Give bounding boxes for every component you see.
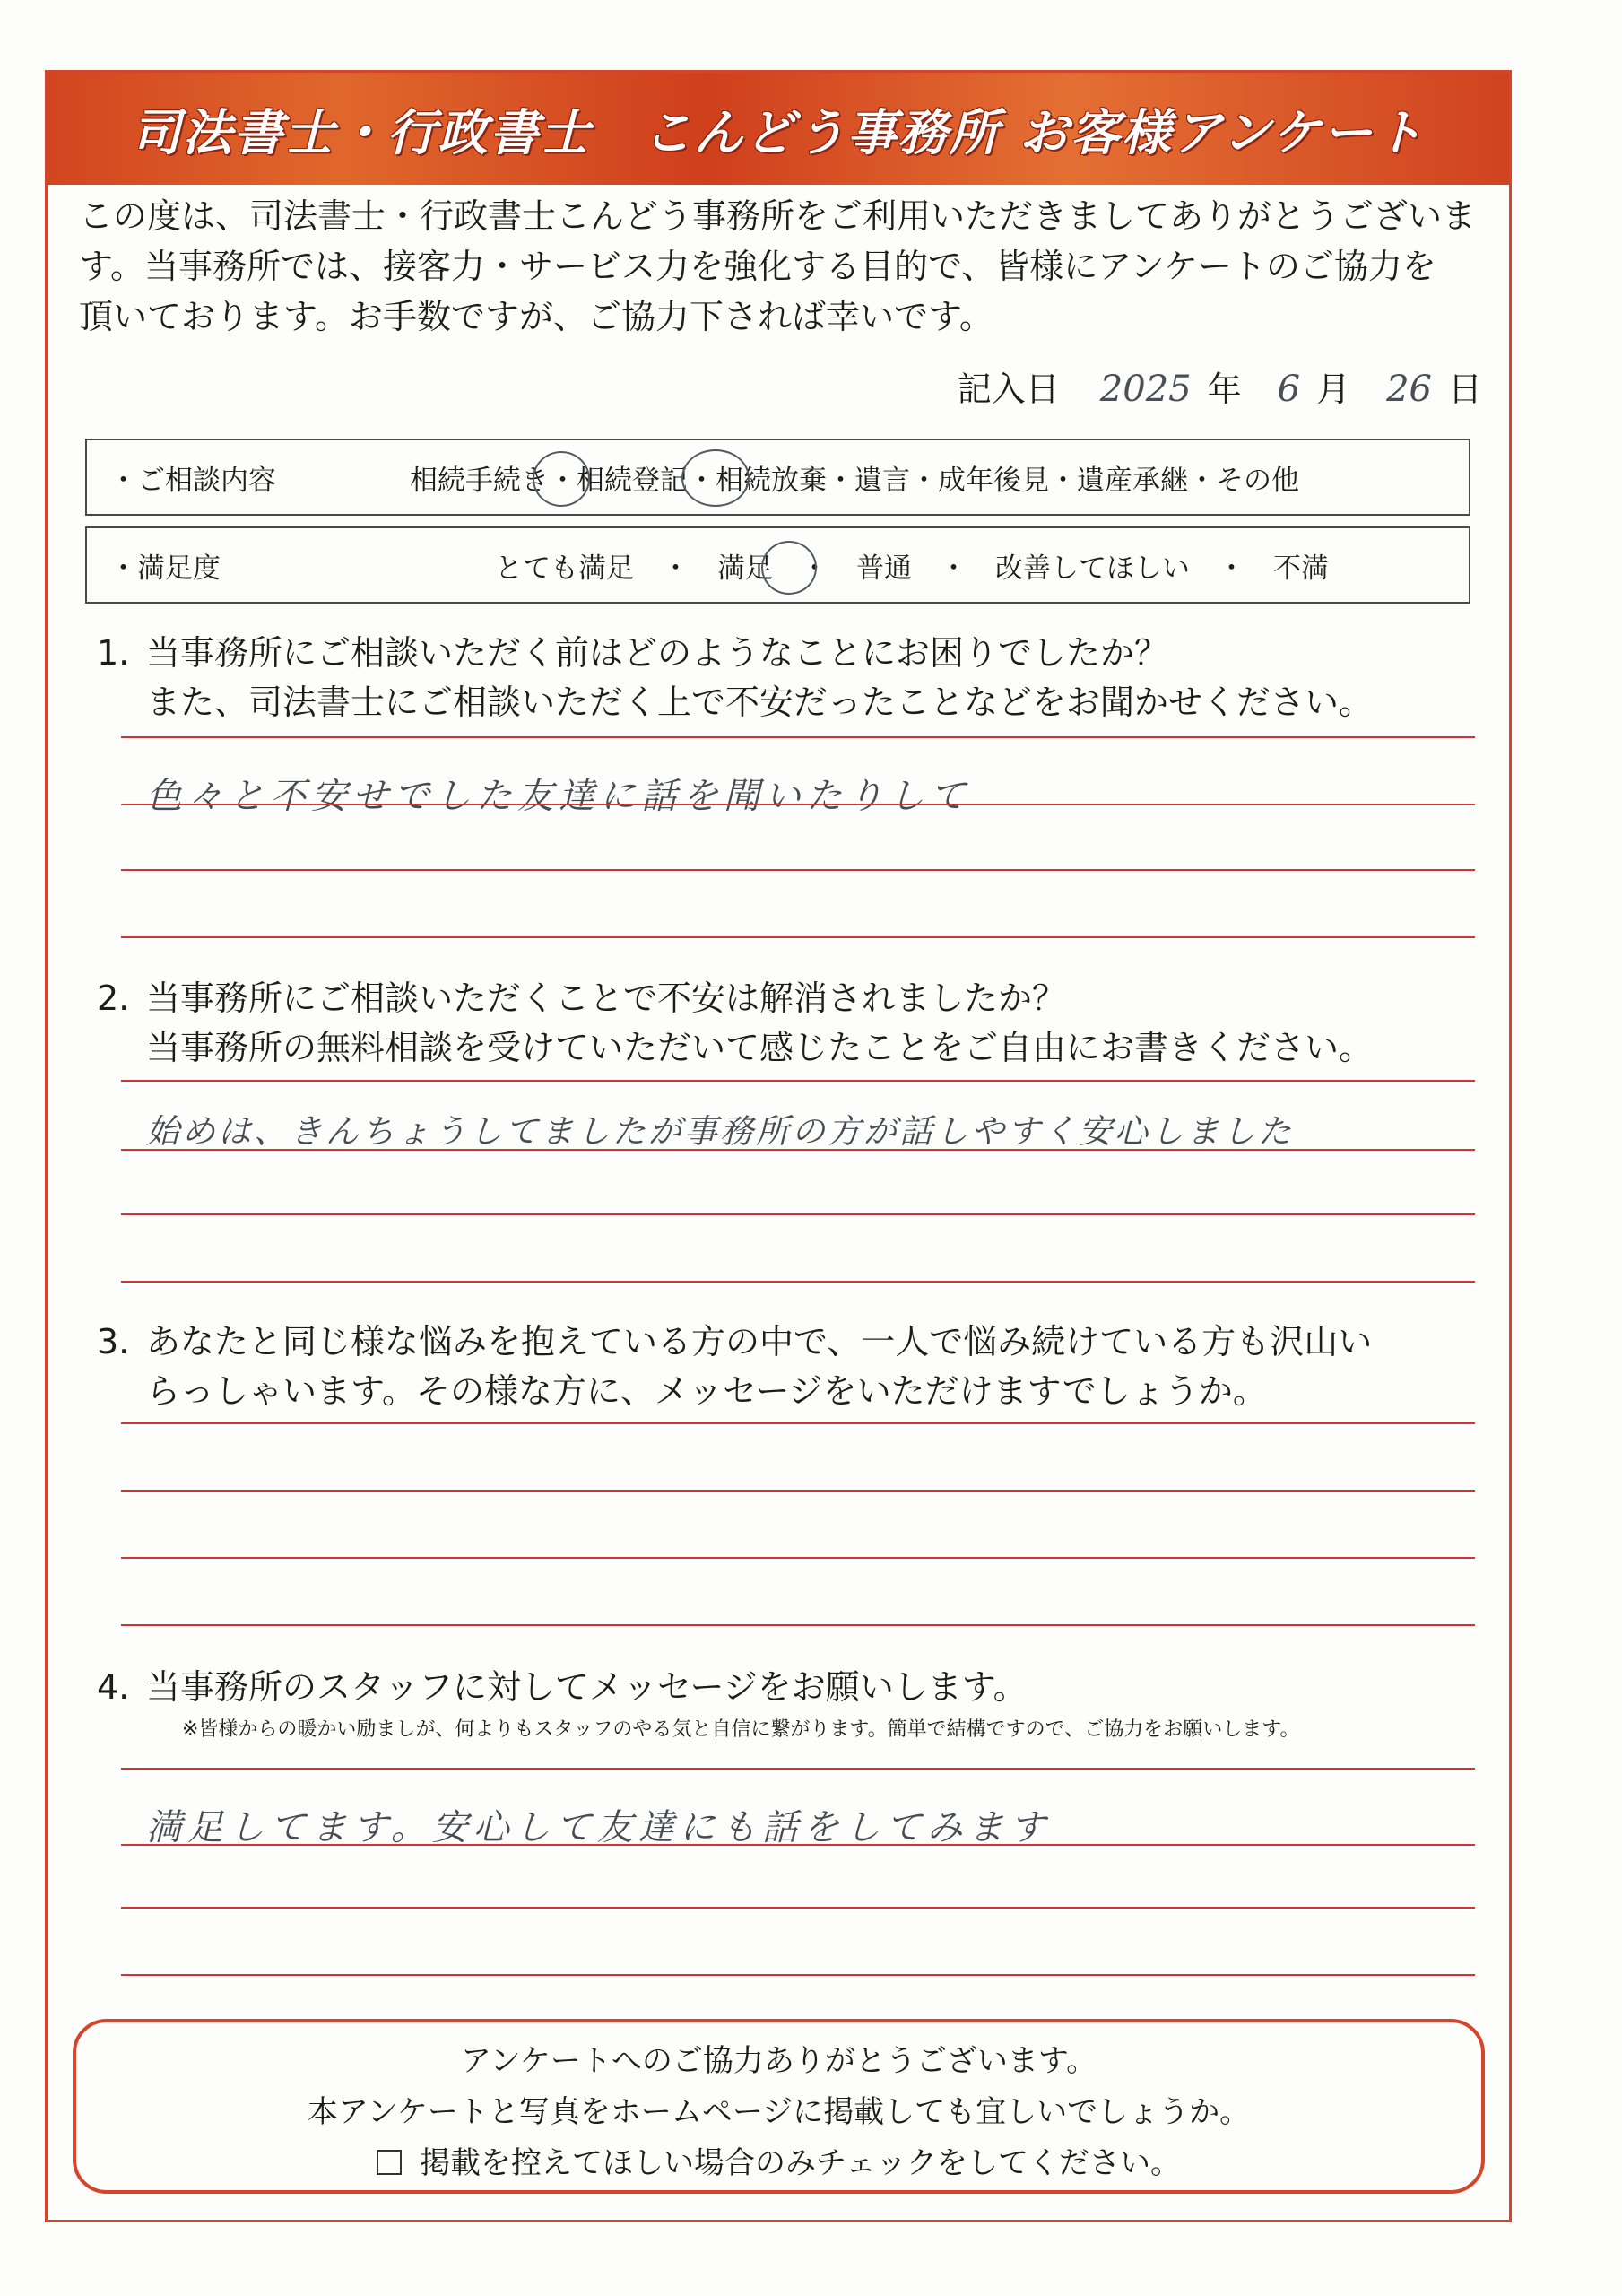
answer-rule [121, 1844, 1475, 1846]
question-number: 3. [97, 1322, 130, 1361]
intro-line: この度は、司法書士・行政書士こんどう事務所をご利用いただきましてありがとうございま [79, 196, 1477, 236]
selection-circle [533, 451, 590, 507]
consent-checkbox[interactable] [377, 2150, 402, 2175]
question-line: らっしゃいます。その様な方に、メッセージをいただけますでしょうか。 [146, 1371, 1267, 1411]
selection-circle [761, 541, 817, 595]
thanks-line: アンケートへのご協力ありがとうございます。 [460, 2043, 1097, 2079]
consultation-label: ・ご相談内容 [109, 464, 276, 497]
question-3 [97, 1318, 1478, 1416]
question-line: 当事務所にご相談いただく前はどのようなことにお困りでしたか？ [146, 633, 1169, 673]
date-year-unit: 年 [1207, 370, 1242, 409]
date-month-unit: 月 [1316, 370, 1351, 409]
intro-line: す。当事務所では、接客力・サービス力を強化する目的で、皆様にアンケートのご協力を [79, 247, 1436, 286]
date-day-unit: 日 [1447, 370, 1482, 409]
question-line: 当事務所にご相談いただくことで不安は解消されましたか？ [146, 978, 1067, 1018]
satisfaction-box [85, 526, 1470, 604]
consent-checkbox-row [76, 2138, 1481, 2189]
question-number: 1. [97, 633, 130, 673]
date-day-value[interactable]: 26 [1386, 369, 1432, 410]
title-banner [48, 73, 1509, 185]
publication-consent-box [73, 2019, 1485, 2194]
date-year-value[interactable]: 2025 [1099, 369, 1192, 410]
answer-rule [121, 1149, 1475, 1151]
survey-sheet [45, 70, 1512, 2222]
answer-rule [121, 804, 1475, 805]
answer-4[interactable]: 満足してます。安心して友達にも話をしてみます [146, 1807, 1051, 1848]
answer-rule [121, 1080, 1475, 1082]
answer-rule [121, 1907, 1475, 1909]
satisfaction-label: ・満足度 [109, 552, 221, 585]
question-line: また、司法書士にご相談いただく上で不安だったことなどをお聞かせください。 [146, 683, 1374, 722]
answer-rule [121, 1557, 1475, 1559]
consent-question: 本アンケートと写真をホームページに掲載しても宜しいでしょうか。 [307, 2094, 1251, 2130]
answer-rule [121, 1422, 1475, 1424]
date-label: 記入日 [957, 370, 1060, 409]
question-line: 当事務所の無料相談を受けていただいて感じたことをご自由にお書きください。 [146, 1028, 1374, 1067]
answer-rule [121, 1768, 1475, 1770]
intro-line: 頂いております。お手数ですが、ご協力下されば幸いです。 [79, 297, 993, 336]
question-2 [97, 974, 1478, 1073]
answer-rule [121, 1281, 1475, 1283]
selection-circle [681, 449, 750, 507]
question-4 [97, 1663, 1478, 1748]
answer-1[interactable]: 色々と不安せでした友達に話を聞いたりして [146, 776, 971, 817]
answer-rule [121, 736, 1475, 738]
answer-rule [121, 1974, 1475, 1976]
question-1 [97, 629, 1478, 727]
answer-rule [121, 1213, 1475, 1215]
satisfaction-options[interactable]: とても満足 ・ 満足 ・ 普通 ・ 改善してほしい ・ 不満 [495, 552, 1329, 585]
answer-rule [121, 869, 1475, 871]
answer-rule [121, 936, 1475, 938]
question-number: 2. [97, 978, 130, 1018]
answer-2[interactable]: 始めは、きんちょうしてましたが事務所の方が話しやすく安心しました [146, 1112, 1294, 1151]
intro-text [79, 191, 1478, 342]
date-month-value[interactable]: 6 [1277, 369, 1301, 410]
consent-checkbox-label: 掲載を控えてほしい場合のみチェックをしてください。 [420, 2145, 1181, 2181]
question-note: ※皆様からの暖かい励ましが、何よりもスタッフのやる気と自信に繋がります。簡単で結構ですので、ご協力をお願いします。 [182, 1718, 1300, 1741]
consultation-options[interactable]: 相続手続き・相続登記・相続放棄・遺言・成年後見・遺産承継・その他 [410, 464, 1299, 497]
question-line: 当事務所のスタッフに対してメッセージをお願いします。 [146, 1667, 1028, 1707]
question-number: 4. [97, 1667, 130, 1707]
consultation-box [85, 439, 1470, 516]
answer-rule [121, 1624, 1475, 1626]
answer-rule [121, 1490, 1475, 1492]
question-line: あなたと同じ様な悩みを抱えている方の中で、一人で悩み続けている方も沢山い [146, 1322, 1373, 1361]
entry-date [958, 361, 1482, 411]
page-title: 司法書士・行政書士 こんどう事務所 お客様アンケート [131, 104, 1426, 161]
